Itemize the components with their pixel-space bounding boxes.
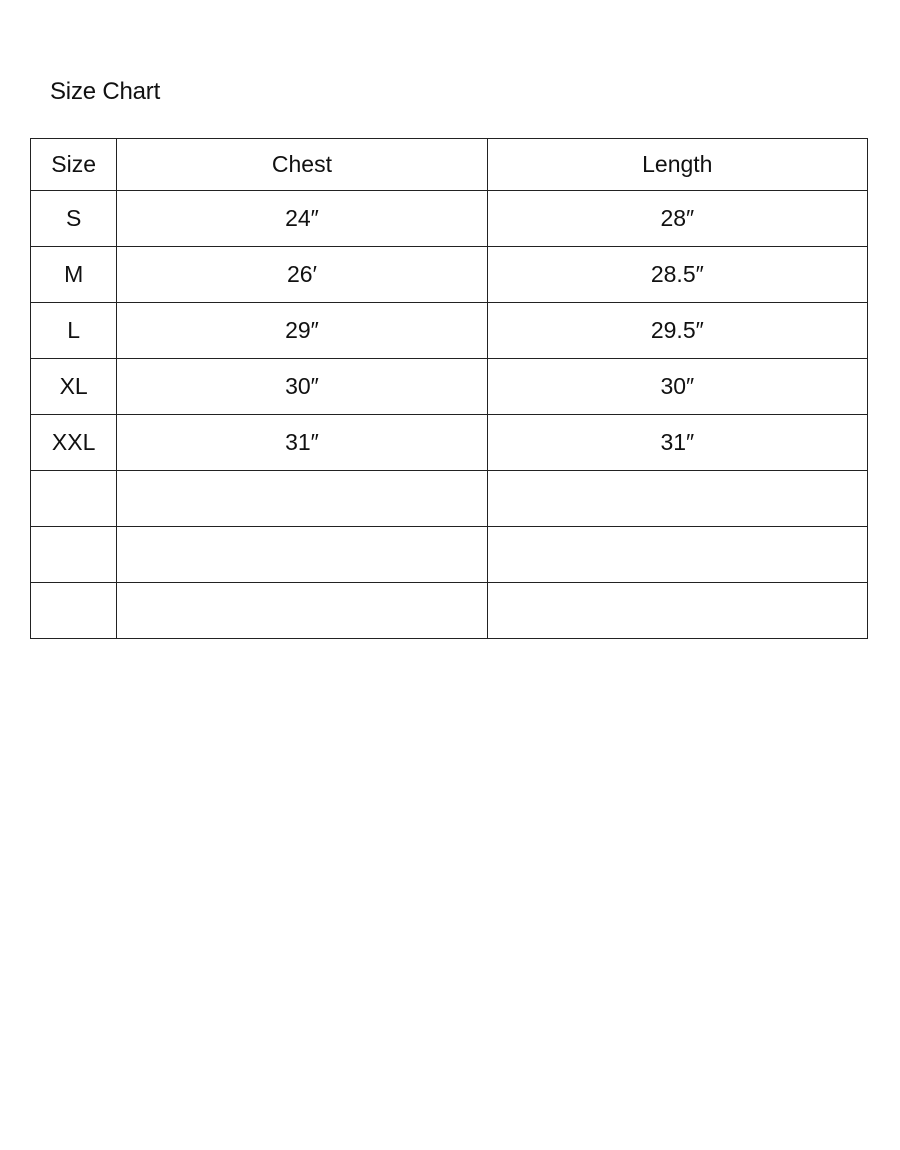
length-cell [487, 471, 867, 527]
length-cell: 31″ [487, 415, 867, 471]
column-header-size: Size [31, 139, 117, 191]
column-header-chest: Chest [117, 139, 487, 191]
page-title: Size Chart [50, 78, 161, 105]
size-cell: S [31, 191, 117, 247]
chest-cell: 29″ [117, 303, 487, 359]
length-cell: 28″ [487, 191, 867, 247]
chest-cell [117, 471, 487, 527]
table-row [31, 415, 868, 471]
table-row [31, 247, 868, 303]
chest-cell [117, 527, 487, 583]
size-cell [31, 583, 117, 639]
length-cell: 29.5″ [487, 303, 867, 359]
chest-cell: 31″ [117, 415, 487, 471]
size-cell: XL [31, 359, 117, 415]
size-cell: XXL [31, 415, 117, 471]
length-cell [487, 583, 867, 639]
length-cell: 28.5″ [487, 247, 867, 303]
chest-cell: 24″ [117, 191, 487, 247]
size-chart-table [30, 138, 868, 639]
table-row [31, 191, 868, 247]
table-row [31, 359, 868, 415]
column-header-length: Length [487, 139, 867, 191]
table-header-row [31, 139, 868, 191]
table-row-empty [31, 583, 868, 639]
size-cell: M [31, 247, 117, 303]
size-cell: L [31, 303, 117, 359]
chest-cell: 26′ [117, 247, 487, 303]
size-cell [31, 527, 117, 583]
table-row [31, 303, 868, 359]
size-cell [31, 471, 117, 527]
chest-cell [117, 583, 487, 639]
table-row-empty [31, 527, 868, 583]
length-cell: 30″ [487, 359, 867, 415]
length-cell [487, 527, 867, 583]
chest-cell: 30″ [117, 359, 487, 415]
table-row-empty [31, 471, 868, 527]
